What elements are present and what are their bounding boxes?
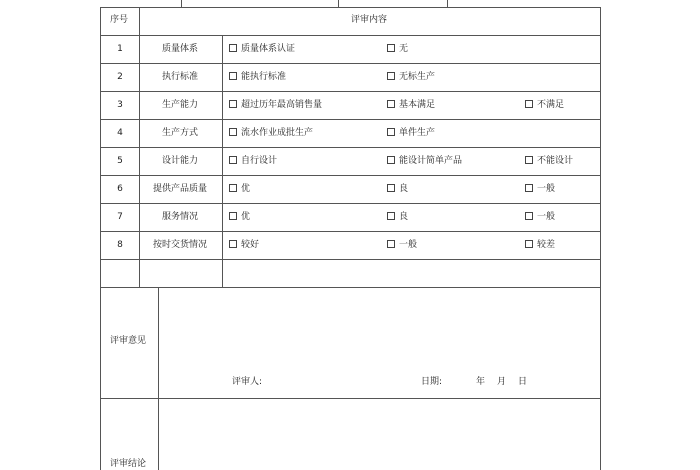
- row-item: 质量体系: [161, 44, 199, 54]
- checkbox-icon: [387, 212, 395, 220]
- checkbox-icon: [229, 44, 237, 52]
- checkbox-icon: [229, 72, 237, 80]
- seq-header: 序号: [109, 15, 129, 25]
- row-number: 1: [117, 44, 123, 54]
- option-checkbox[interactable]: 一般: [525, 184, 555, 195]
- conclusion-label: 评审结论: [109, 459, 147, 469]
- option-checkbox[interactable]: 质量体系认证: [229, 44, 295, 55]
- reviewer-label: 评审人:: [232, 377, 263, 387]
- checkbox-icon: [229, 240, 237, 248]
- option-checkbox[interactable]: 不满足: [525, 100, 564, 111]
- row-item: 按时交货情况: [152, 240, 208, 250]
- checkbox-icon: [229, 184, 237, 192]
- date-label: 日期:: [421, 377, 443, 387]
- checkbox-icon: [229, 156, 237, 164]
- opinion-label: 评审意见: [109, 336, 147, 346]
- content-header: 评审内容: [350, 15, 388, 25]
- checkbox-icon: [525, 240, 533, 248]
- checkbox-icon: [525, 156, 533, 164]
- checkbox-icon: [387, 156, 395, 164]
- year-label: 年: [476, 377, 486, 387]
- checkbox-icon: [525, 100, 533, 108]
- checkbox-icon: [387, 128, 395, 136]
- option-checkbox[interactable]: 较好: [229, 240, 259, 251]
- option-checkbox[interactable]: 优: [229, 184, 250, 195]
- checkbox-icon: [387, 72, 395, 80]
- row-number: 2: [117, 72, 123, 82]
- row-item: 执行标准: [161, 72, 199, 82]
- checkbox-icon: [387, 100, 395, 108]
- option-checkbox[interactable]: 能执行标准: [229, 72, 286, 83]
- checkbox-icon: [525, 212, 533, 220]
- checkbox-icon: [387, 44, 395, 52]
- option-checkbox[interactable]: 一般: [387, 240, 417, 251]
- row-number: 6: [117, 184, 123, 194]
- row-item: 设计能力: [161, 156, 199, 166]
- row-number: 4: [117, 128, 123, 138]
- option-checkbox[interactable]: 良: [387, 184, 408, 195]
- option-checkbox[interactable]: 能设计简单产品: [387, 156, 462, 167]
- row-number: 8: [117, 240, 123, 250]
- row-item: 生产方式: [161, 128, 199, 138]
- option-checkbox[interactable]: 不能设计: [525, 156, 573, 167]
- top-divider: [447, 0, 448, 7]
- option-checkbox[interactable]: 流水作业成批生产: [229, 128, 313, 139]
- row-item: 生产能力: [161, 100, 199, 110]
- table-left-border: [100, 7, 101, 470]
- label-column-divider: [158, 287, 159, 470]
- checkbox-icon: [525, 184, 533, 192]
- row-item: 服务情况: [161, 212, 199, 222]
- option-checkbox[interactable]: 较差: [525, 240, 555, 251]
- option-checkbox[interactable]: 单件生产: [387, 128, 435, 139]
- checkbox-icon: [229, 100, 237, 108]
- top-divider: [338, 0, 339, 7]
- option-checkbox[interactable]: 良: [387, 212, 408, 223]
- checkbox-icon: [229, 128, 237, 136]
- option-checkbox[interactable]: 优: [229, 212, 250, 223]
- option-checkbox[interactable]: 超过历年最高销售量: [229, 100, 322, 111]
- month-label: 月: [497, 377, 507, 387]
- top-divider: [181, 0, 182, 7]
- option-checkbox[interactable]: 自行设计: [229, 156, 277, 167]
- row-item: 提供产品质量: [152, 184, 208, 194]
- row-number: 3: [117, 100, 123, 110]
- row-number: 5: [117, 156, 123, 166]
- table-right-border: [600, 7, 601, 470]
- option-checkbox[interactable]: 无: [387, 44, 408, 55]
- option-checkbox[interactable]: 无标生产: [387, 72, 435, 83]
- option-checkbox[interactable]: 基本满足: [387, 100, 435, 111]
- checkbox-icon: [229, 212, 237, 220]
- checkbox-icon: [387, 184, 395, 192]
- row-number: 7: [117, 212, 123, 222]
- checkbox-icon: [387, 240, 395, 248]
- item-column-divider: [222, 35, 223, 287]
- option-checkbox[interactable]: 一般: [525, 212, 555, 223]
- day-label: 日: [518, 377, 528, 387]
